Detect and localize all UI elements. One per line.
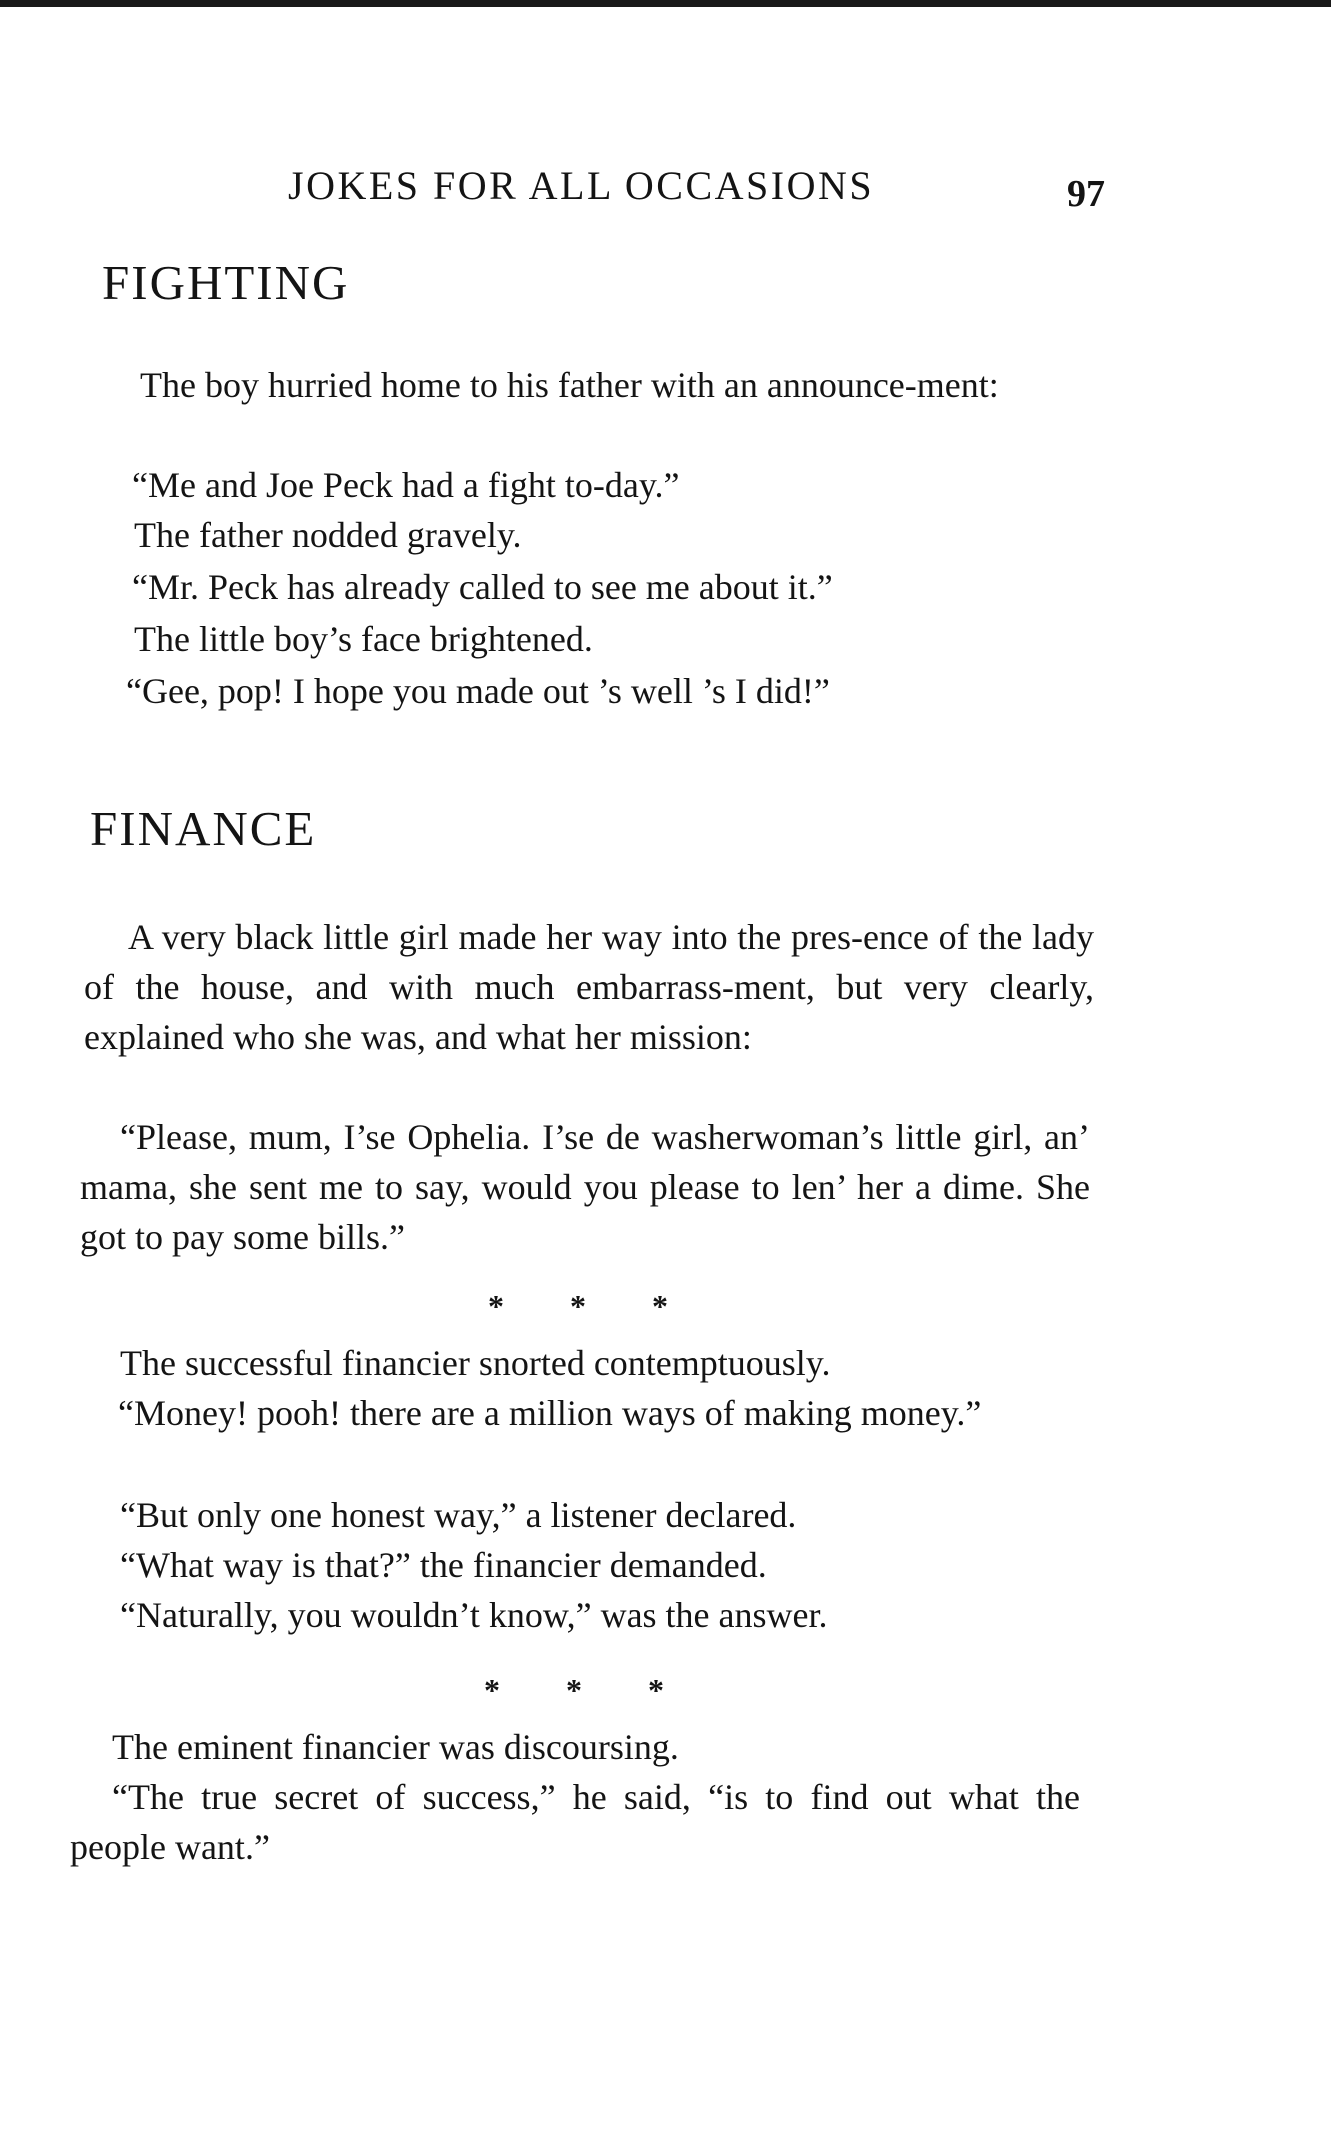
dialogue-line: “But only one honest way,” a listener declared. <box>120 1495 797 1535</box>
page-number: 97 <box>1067 173 1105 215</box>
separator-stars <box>488 1288 668 1325</box>
paragraph: “Please, mum, I’se Ophelia. I’se de washerwoman’s little girl, an’ mama, she sent me to say, would you please to len’ her a dime. She got to pay some bills.” <box>80 1117 1090 1257</box>
section-title-fighting: FIGHTING <box>102 255 350 310</box>
separator-star: * <box>488 1288 504 1324</box>
paragraph: “The true secret of success,” he said, “is to find out what the people want.” <box>70 1777 1080 1867</box>
narration-line: The successful financier snorted contemptuously. <box>120 1343 831 1383</box>
narration-line: The father nodded gravely. <box>134 515 522 555</box>
dialogue-line: “What way is that?” the financier demanded. <box>120 1545 767 1585</box>
dialogue-line: “Naturally, you wouldn’t know,” was the answer. <box>120 1595 828 1635</box>
section-title-finance: FINANCE <box>90 801 317 856</box>
separator-star: * <box>484 1672 500 1708</box>
dialogue-line: “Mr. Peck has already called to see me about it.” <box>132 567 833 607</box>
paragraph: The boy hurried home to his father with an announce-ment: <box>140 365 999 405</box>
separator-star: * <box>648 1672 664 1708</box>
dialogue-line: “Gee, pop! I hope you made out ’s well ’s I did!” <box>126 671 830 711</box>
paragraph: “Money! pooh! there are a million ways of making money.” <box>118 1393 982 1433</box>
top-rule <box>0 0 1331 7</box>
separator-star: * <box>652 1288 668 1324</box>
separator-stars <box>484 1672 664 1709</box>
separator-star: * <box>570 1288 586 1324</box>
paragraph: A very black little girl made her way into the pres-ence of the lady of the house, and with much embarrass-ment, but very clearly, explained who she was, and what her mission: <box>84 917 1094 1057</box>
running-head: JOKES FOR ALL OCCASIONS <box>288 163 875 208</box>
narration-line: The eminent financier was discoursing. <box>112 1727 679 1767</box>
separator-star: * <box>566 1672 582 1708</box>
dialogue-line: “Me and Joe Peck had a fight to-day.” <box>132 465 680 505</box>
narration-line: The little boy’s face brightened. <box>134 619 593 659</box>
